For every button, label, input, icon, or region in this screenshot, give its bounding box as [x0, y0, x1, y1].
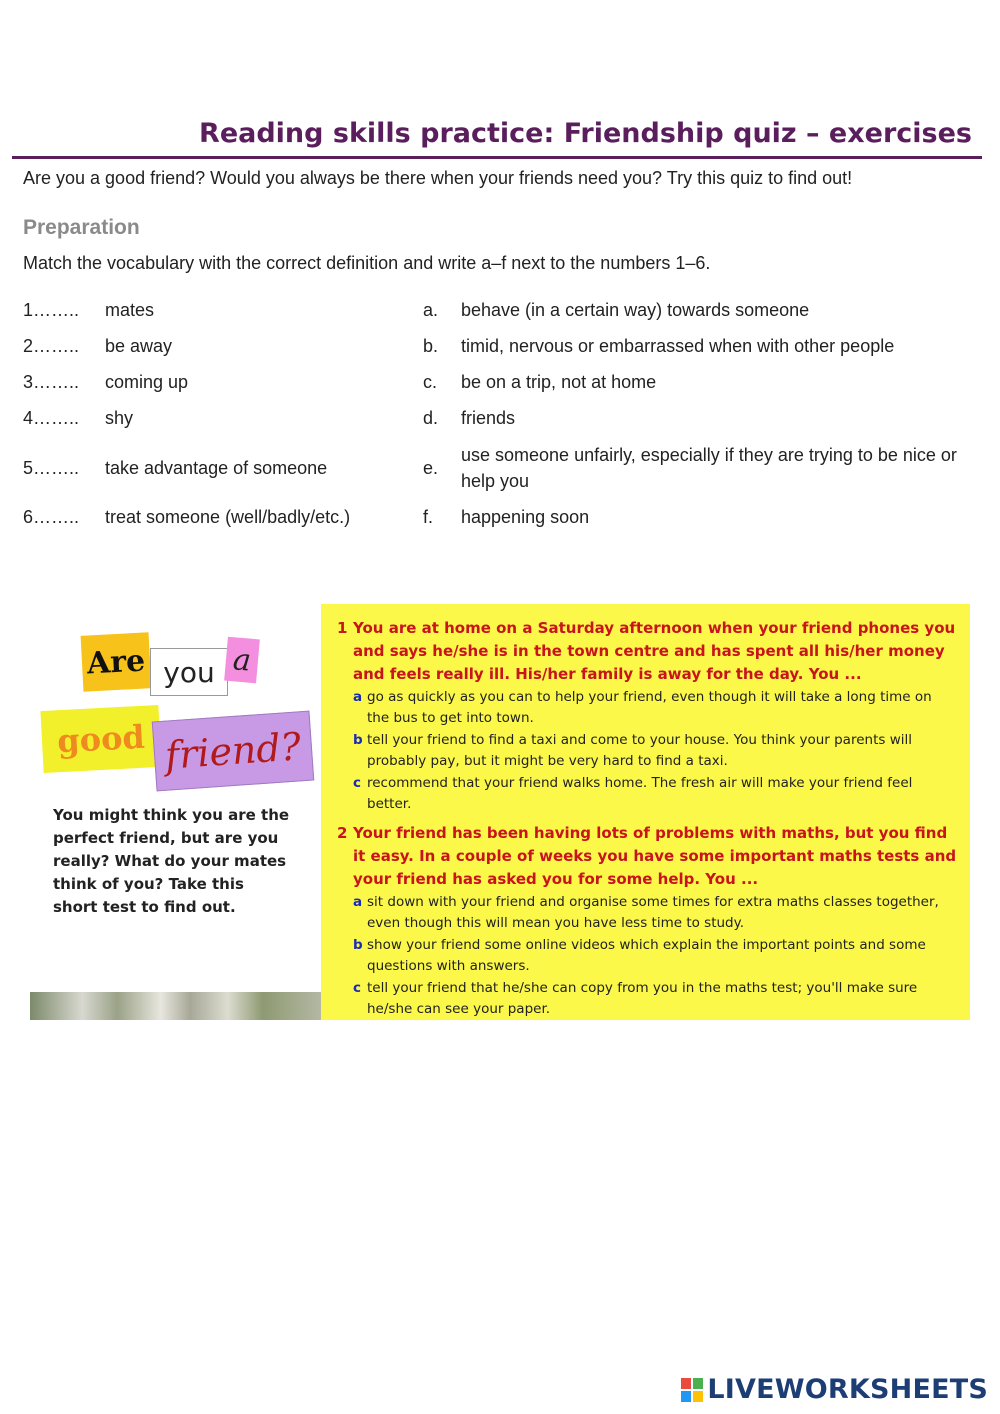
- preparation-heading: Preparation: [23, 216, 140, 239]
- title-word-friend: friend?: [152, 711, 314, 792]
- vocab-term: take advantage of someone: [105, 458, 328, 478]
- option-letter: a: [353, 894, 363, 910]
- option-text: go as quickly as you can to help your friend, even though it will take a long time on the bus to get into town.: [367, 689, 932, 726]
- quiz-poster: [30, 604, 970, 1020]
- definition-text: be on a trip, not at home: [461, 372, 657, 392]
- answer-option[interactable]: [337, 892, 957, 934]
- photo-strip: [30, 992, 321, 1020]
- answer-option[interactable]: [337, 978, 957, 1020]
- definition-letter: e.: [423, 458, 439, 478]
- vocab-term: coming up: [105, 372, 189, 392]
- title-word-are: Are: [81, 632, 152, 691]
- question-text: Your friend has been having lots of problems with maths, but you find it easy. In a couple of weeks you have some important maths tests and your friend has asked you for some help. You ...: [353, 824, 957, 888]
- vocab-term: be away: [105, 336, 173, 356]
- title-word-good: good: [40, 705, 161, 773]
- question-stem: [337, 617, 957, 686]
- intro-text: Are you a good friend? Would you always be there when your friends need you? Try this quiz to find out!: [23, 168, 853, 188]
- option-text: tell your friend that he/she can copy from you in the maths test; you'll make sure he/she can see your paper.: [367, 980, 918, 1017]
- answer-blank[interactable]: 3……..: [23, 372, 80, 392]
- vocab-term: treat someone (well/badly/etc.): [105, 507, 351, 527]
- definition-text: happening soon: [461, 507, 590, 527]
- answer-option[interactable]: [337, 773, 957, 815]
- option-letter: c: [353, 775, 362, 791]
- question-text: You are at home on a Saturday afternoon when your friend phones you and says he/she is in the town centre and has spent all his/her money and feels really ill. His/her family is away for the day. You ...: [353, 619, 956, 683]
- answer-blank[interactable]: 5……..: [23, 458, 80, 478]
- definition-letter: b.: [423, 336, 439, 356]
- logo-grid-icon: [681, 1378, 703, 1402]
- answer-blank[interactable]: 4……..: [23, 408, 80, 428]
- option-letter: b: [353, 732, 363, 748]
- option-text: sit down with your friend and organise some times for extra maths classes together, even though this will mean you have less time to study.: [367, 894, 939, 931]
- liveworksheets-logo: [681, 1374, 988, 1405]
- definition-letter: c.: [423, 372, 438, 392]
- option-text: recommend that your friend walks home. The fresh air will make your friend feel better.: [367, 775, 913, 812]
- vocab-term: shy: [105, 408, 134, 428]
- definition-text: friends: [461, 408, 516, 428]
- answer-blank[interactable]: 2……..: [23, 336, 80, 356]
- answer-blank[interactable]: 1……..: [23, 300, 80, 320]
- answer-option[interactable]: [337, 687, 957, 729]
- title-word-you: you: [150, 648, 228, 696]
- option-letter: c: [353, 980, 362, 996]
- answer-blank[interactable]: 6……..: [23, 507, 80, 527]
- definition-text: behave (in a certain way) towards someone: [461, 300, 810, 320]
- definition-letter: d.: [423, 408, 439, 428]
- title-divider: [12, 156, 982, 159]
- preparation-instruction: Match the vocabulary with the correct definition and write a–f next to the numbers 1–6.: [23, 253, 711, 273]
- quiz-question: [337, 822, 957, 1020]
- vocab-term: mates: [105, 300, 155, 320]
- question-stem: [337, 822, 957, 891]
- title-word-a: a: [224, 637, 260, 684]
- option-letter: a: [353, 689, 363, 705]
- question-number: 2: [337, 824, 348, 842]
- brand-name: LIVEWORKSHEETS: [707, 1374, 988, 1405]
- definition-text: timid, nervous or embarrassed when with other people: [461, 336, 895, 356]
- option-letter: b: [353, 937, 363, 953]
- option-text: show your friend some online videos which explain the important points and some questions with answers.: [367, 937, 926, 974]
- quiz-blurb: You might think you are the perfect friend, but are you really? What do your mates think of you? Take this short test to find out.: [53, 806, 290, 916]
- definition-letter: a.: [423, 300, 439, 320]
- question-number: 1: [337, 619, 348, 637]
- answer-option[interactable]: [337, 935, 957, 977]
- option-text: tell your friend to find a taxi and come to your house. You think your parents will probably pay, but it might be very hard to find a taxi.: [367, 732, 912, 769]
- definition-letter: f.: [423, 507, 434, 527]
- page-title: Reading skills practice: Friendship quiz – exercises: [199, 118, 972, 149]
- answer-option[interactable]: [337, 730, 957, 772]
- quiz-question: [337, 617, 957, 815]
- definition-text: use someone unfairly, especially if they are trying to be nice or help you: [461, 445, 957, 491]
